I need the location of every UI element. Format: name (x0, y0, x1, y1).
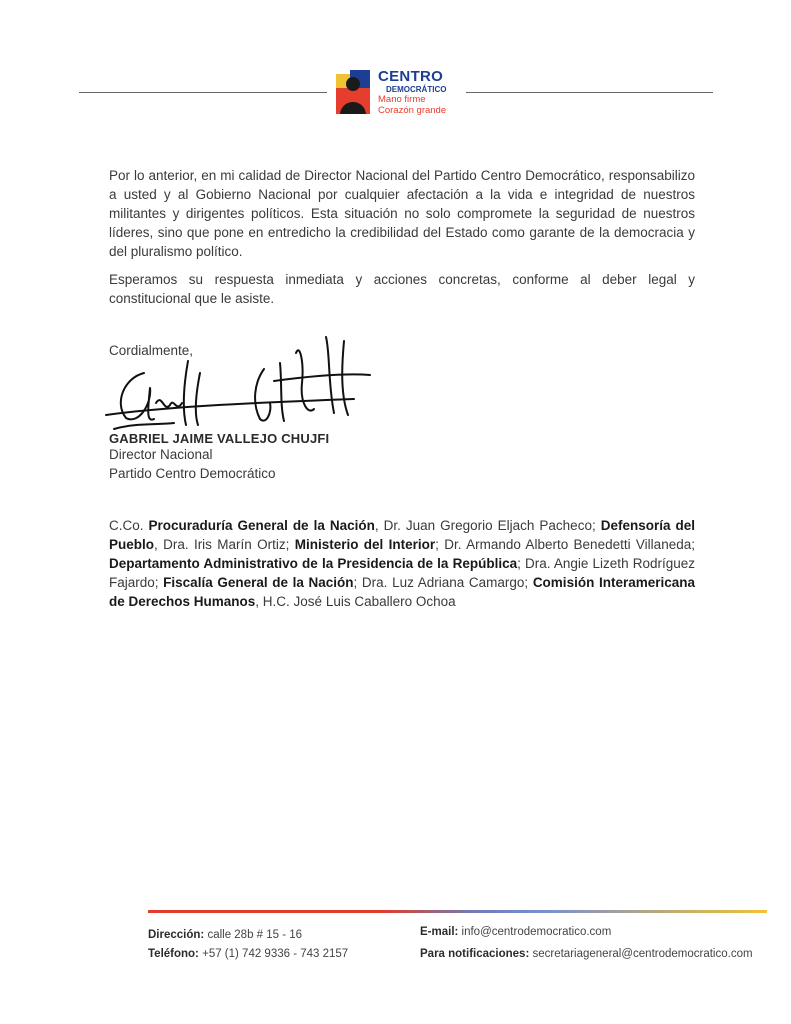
body-paragraph-1: Por lo anterior, en mi calidad de Director Nacional del Partido Centro Democrático, responsabilizo a usted y al Gobierno Nacional por cualquier afectación a la vida e integridad de nuestros militantes y dirigentes políticos. Esta situación no solo compromete la seguridad de nuestros líderes, sino que pone en entredicho la credibilidad del Estado como garante de la democracia y del pluralismo político. (109, 168, 695, 259)
cc-org-cidh: Comisión Interamericana de Derechos Humanos (109, 575, 695, 609)
signer-role: Director Nacional (109, 447, 213, 462)
footer-phone-value: +57 (1) 742 9336 - 743 2157 (198, 948, 349, 960)
footer-color-bar (148, 910, 767, 913)
cc-prefix: C.Co. (109, 518, 144, 533)
cc-person-2: , Dra. Iris Marín Ortiz; (154, 537, 295, 552)
footer-notif-label: Para notificaciones: (420, 948, 530, 960)
cc-org-defensoria: Defensoría del Pueblo (109, 518, 695, 552)
signer-party: Partido Centro Democrático (109, 466, 276, 481)
footer-email (420, 926, 611, 938)
body-paragraph-2: Esperamos su respuesta inmediata y acciones concretas, conforme al deber legal y constitucional que le asiste. (109, 272, 695, 306)
cc-person-3: ; Dr. Armando Alberto Benedetti Villaneda; (435, 537, 695, 552)
cc-org-fiscalia: Fiscalía General de la Nación (163, 575, 354, 590)
footer-notif-value: secretariageneral@centrodemocratico.com (529, 948, 753, 960)
footer-email-value: info@centrodemocratico.com (458, 926, 612, 938)
party-logo-mark-icon (334, 68, 374, 116)
closing-greeting: Cordialmente, (109, 343, 194, 358)
logo-tagline-1: Mano firme (378, 94, 426, 105)
party-logo (334, 66, 464, 120)
logo-subtitle: DEMOCRÁTICO (386, 85, 447, 94)
footer-address-value: calle 28b # 15 - 16 (204, 929, 303, 941)
cc-person-5: ; Dra. Luz Adriana Camargo; (353, 575, 533, 590)
footer-address (148, 929, 302, 941)
header-rule-left (79, 92, 327, 93)
logo-title: CENTRO (378, 68, 444, 85)
carbon-copy-list (109, 516, 695, 611)
footer-notifications (420, 948, 753, 960)
footer-address-label: Dirección: (148, 929, 205, 941)
header-rule-right (466, 92, 713, 93)
logo-tagline-2: Corazón grande (378, 105, 447, 116)
cc-person-6: , H.C. José Luis Caballero Ochoa (255, 594, 456, 609)
cc-org-ministerio: Ministerio del Interior (294, 537, 436, 552)
signer-name: GABRIEL JAIME VALLEJO CHUJFI (109, 431, 330, 446)
cc-person-4: ; Dra. Angie Lizeth Rodríguez Fajardo; (109, 556, 695, 590)
footer-phone-label: Teléfono: (148, 948, 199, 960)
cc-org-procuraduria: Procuraduría General de la Nación (148, 518, 375, 533)
cc-org-presidencia: Departamento Administrativo de la Presidencia de la República (109, 556, 518, 571)
cc-person-1: , Dr. Juan Gregorio Eljach Pacheco; (374, 518, 601, 533)
footer-phone (148, 948, 348, 960)
handwritten-signature (104, 333, 374, 433)
footer-email-label: E-mail: (420, 926, 459, 938)
